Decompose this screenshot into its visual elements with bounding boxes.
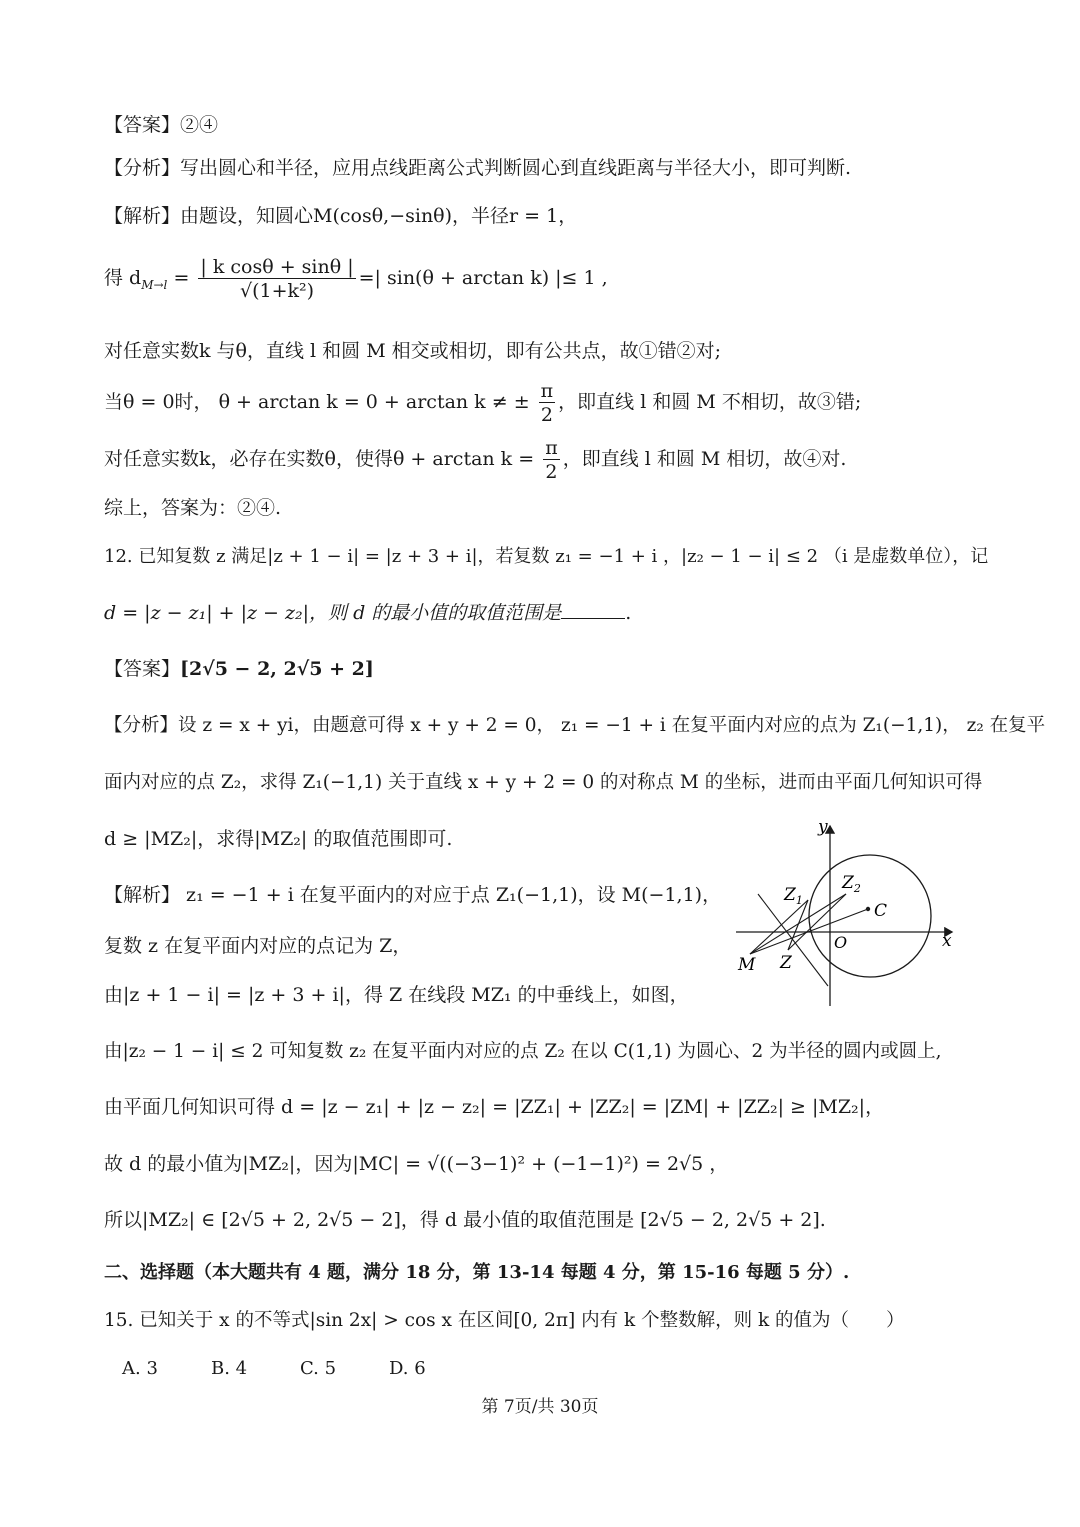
line-b-post: ，即直线 l 和圆 M 不相切，故③错; [558, 391, 862, 413]
analysis-tag: 【分析】 [104, 157, 181, 179]
line-b-pre: 当θ = 0时， θ + arctan k = 0 + arctan k ≠ ± [104, 391, 530, 413]
q12-analysis-line-3: d ≥ |MZ₂|，求得|MZ₂| 的取值范围即可. [104, 828, 453, 850]
answer-tag: 【答案】 [104, 658, 181, 680]
q15-option-c: C. 5 [300, 1358, 337, 1379]
page-footer: 第 7页/共 30页 [481, 1397, 599, 1417]
analysis-text: 写出圆心和半径，应用点线距离公式判断圆心到直线距离与半径大小，即可判断. [180, 157, 852, 179]
answer-blank [561, 600, 625, 619]
q15-option-b: B. 4 [211, 1358, 248, 1379]
label-z: Z [780, 953, 792, 973]
q12-stem-line-2 [104, 600, 631, 626]
complex-plane-figure [730, 816, 970, 1012]
segment-m-z1 [750, 900, 808, 954]
pi-over-2-fraction [539, 380, 556, 427]
distance-fraction [198, 256, 355, 303]
analysis-tag: 【分析】 [104, 715, 179, 736]
label-z1-letter: Z [784, 885, 796, 905]
q12-stem-line-1: 12. 已知复数 z 满足|z + 1 − i| = |z + 3 + i|，若复数 z₁ = −1 + i ，|z₂ − 1 − i| ≤ 2 （i 是虚数单位），记 [104, 546, 989, 567]
label-m: M [738, 955, 756, 975]
q11-solution-line [104, 203, 577, 229]
formula-prefix: 得 d [104, 267, 142, 289]
q12-analysis-line-2: 面内对应的点 Z₂，求得 Z₁(−1,1) 关于直线 x + y + 2 = 0 的对称点 M 的坐标，进而由平面几何知识可得 [104, 772, 983, 793]
answer-tag: 【答案】 [104, 114, 181, 136]
solution-text: 由题设，知圆心M(cosθ,−sinθ)，半径r = 1， [180, 205, 578, 227]
solution-tag: 【解析】 [104, 884, 181, 906]
fraction-denominator: 2 [545, 460, 558, 483]
label-c: C [874, 901, 888, 921]
q11-analysis-line [104, 155, 851, 181]
stem-text: d = |z − z₁| + |z − z₂|，则 d 的最小值的取值范围是 [104, 602, 562, 624]
q11-conclusion: 综上，答案为：②④. [104, 497, 282, 519]
q12-solution-line-5: 由平面几何知识可得 d = |z − z₁| + |z − z₂| = |ZZ₁| + |ZZ₂| = |ZM| + |ZZ₂| ≥ |MZ₂|， [104, 1096, 885, 1118]
solution-text: z₁ = −1 + i 在复平面内的对应于点 Z₁(−1,1)，设 M(−1,1)， [180, 884, 722, 906]
label-z1-subscript: 1 [795, 894, 803, 907]
label-z2-subscript: 2 [853, 882, 861, 895]
q11-distance-formula [104, 254, 608, 309]
circle-c [809, 855, 931, 977]
q12-analysis-line-1 [104, 713, 1045, 739]
q12-solution-line-1 [104, 882, 721, 908]
label-z1 [783, 885, 803, 907]
q15-option-d: D. 6 [389, 1358, 426, 1379]
q15-option-a: A. 3 [122, 1358, 158, 1379]
answer-value: ②④ [180, 114, 219, 136]
fraction-numerator: | k cosθ + sinθ | [200, 255, 354, 278]
formula-eq: = [173, 267, 190, 289]
formula-subscript: M→l [141, 277, 168, 292]
q11-line-b [104, 378, 861, 427]
fraction-numerator: π [540, 379, 554, 402]
fraction-denominator: 2 [540, 403, 553, 426]
segment-z-z1 [788, 900, 808, 950]
q11-line-c [104, 435, 846, 484]
q12-solution-line-2: 复数 z 在复平面内对应的点记为 Z， [104, 935, 412, 957]
solution-tag: 【解析】 [104, 205, 181, 227]
q12-solution-line-3: 由|z + 1 − i| = |z + 3 + i|，得 Z 在线段 MZ₁ 的中垂线上，如图， [104, 984, 689, 1006]
answer-value: [2√5 − 2, 2√5 + 2] [180, 658, 374, 680]
fraction-numerator: π [545, 436, 558, 459]
q12-solution-line-4: 由|z₂ − 1 − i| ≤ 2 可知复数 z₂ 在复平面内对应的点 Z₂ 在以 C(1,1) 为圆心、2 为半径的圆内或圆上, [104, 1041, 942, 1062]
q11-line-a: 对任意实数k 与θ，直线 l 和圆 M 相交或相切，即有公共点，故①错②对; [104, 340, 722, 362]
fraction-denominator: √(1+k²) [239, 279, 315, 302]
analysis-text: 设 z = x + yi，由题意可得 x + y + 2 = 0， z₁ = −1 + i 在复平面内对应的点为 Z₁(−1,1)， z₂ 在复平 [178, 715, 1046, 736]
label-x: x [942, 931, 952, 951]
q15-stem: 15. 已知关于 x 的不等式|sin 2x| > cos x 在区间[0, 2π] 内有 k 个整数解，则 k 的值为（ ） [104, 1310, 905, 1331]
line-c-pre: 对任意实数k，必存在实数θ，使得θ + arctan k = [104, 448, 535, 470]
q12-solution-line-7: 所以|MZ₂| ∈ [2√5 + 2, 2√5 − 2]，得 d 最小值的取值范围是 [2√5 − 2, 2√5 + 2]. [104, 1209, 826, 1231]
stem-end: . [625, 602, 632, 624]
point-c [866, 907, 870, 911]
label-z2 [841, 873, 861, 895]
formula-rest: =| sin(θ + arctan k) |≤ 1 , [358, 267, 608, 289]
section-2-heading: 二、选择题（本大题共有 4 题，满分 18 分，第 13-14 每题 4 分，第 15-16 每题 5 分）. [104, 1262, 850, 1283]
line-c-post: ，即直线 l 和圆 M 相切，故④对. [562, 448, 847, 470]
label-z2-letter: Z [842, 873, 854, 893]
q11-answer-line [104, 112, 218, 138]
pi-over-2-fraction [543, 437, 560, 484]
q12-solution-line-6: 故 d 的最小值为|MZ₂|，因为|MC| = √((−3−1)² + (−1−1)²) = 2√5 ， [104, 1153, 729, 1175]
perpendicular-bisector [758, 894, 828, 986]
label-y: y [818, 817, 828, 837]
q12-answer-line [104, 656, 374, 682]
label-o: O [834, 933, 848, 952]
